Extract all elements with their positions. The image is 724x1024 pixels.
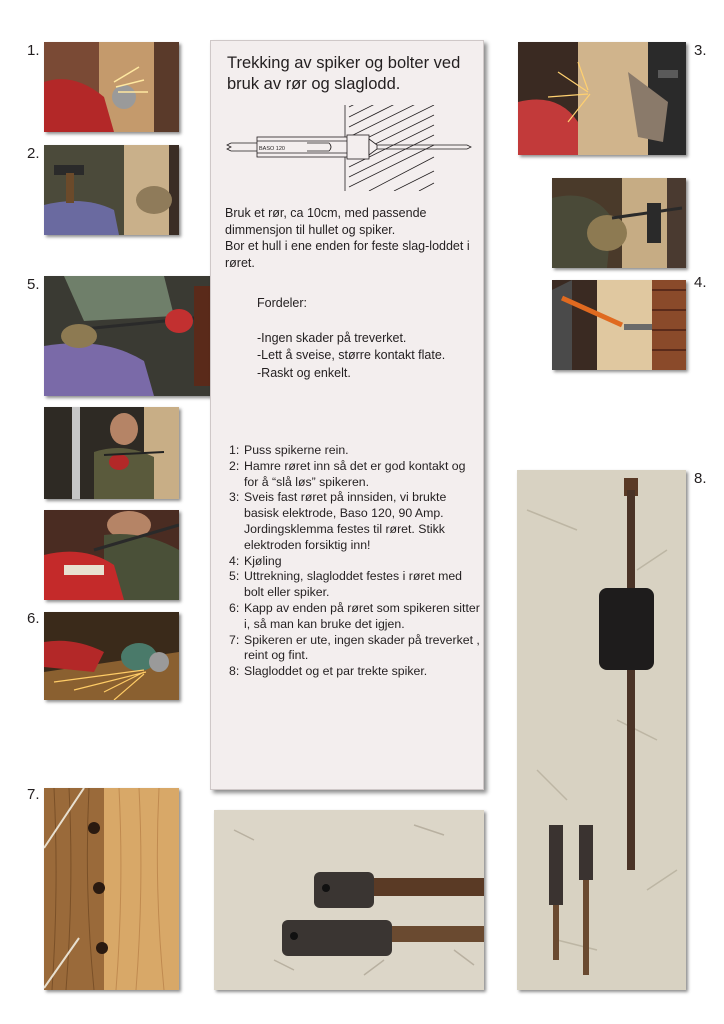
instruction-panel [210, 40, 484, 790]
diagram-label: BASO 120 [259, 146, 285, 152]
step-item [229, 459, 481, 491]
advantages-section [257, 295, 477, 382]
step-number: 3: [229, 490, 240, 505]
label-step-1: 1. [27, 42, 40, 59]
step-item [229, 569, 481, 601]
photo-step-7-clean-wood [44, 788, 179, 990]
advantage-item: -Raskt og enkelt. [257, 365, 351, 380]
step-text: Puss spikerne rein. [244, 443, 349, 457]
step-number: 5: [229, 569, 240, 584]
photo-step-3-welding [518, 42, 686, 155]
step-number: 7: [229, 632, 240, 647]
step-item [229, 554, 481, 570]
intro-paragraph-1: Bruk et rør, ca 10cm, med passende dimmensjon til hullet og spiker. [225, 206, 427, 237]
panel-title: Trekking av spiker og bolter ved bruk av rør og slaglodd. [227, 54, 461, 93]
photo-step-4-cooling [552, 280, 686, 370]
intro-text [225, 205, 475, 271]
label-step-3: 3. [694, 42, 707, 59]
photo-step-6-cutting [44, 612, 179, 700]
label-step-4: 4. [694, 274, 707, 291]
advantages-heading: Fordeler: [257, 296, 308, 310]
label-step-5: 5. [27, 276, 40, 293]
label-step-2: 2. [27, 145, 40, 162]
step-text: Hamre røret inn så det er god kontakt og for å “slå løs” spikeren. [244, 458, 466, 489]
photo-step-5-welding-prep [44, 407, 179, 499]
advantage-item: -Lett å sveise, større kontakt flate. [257, 348, 446, 362]
step-item [229, 490, 481, 553]
step-item [229, 601, 481, 633]
step-text: Uttrekning, slagloddet festes i røret med bolt eller spiker. [244, 569, 463, 600]
step-item [229, 633, 481, 665]
photo-step-5-gloves [44, 510, 179, 600]
photo-step-8-slide-hammer [517, 470, 686, 990]
step-number: 1: [229, 443, 240, 457]
step-text: Slagloddet og et par trekte spiker. [244, 664, 428, 679]
step-text: Sveis fast røret på innsiden, vi brukte basisk elektrode, Baso 120, 90 Amp. Jordingsklemma festes til røret. Stikk elektroden forsiktig inn! [244, 490, 447, 552]
pipe-diagram [219, 105, 475, 191]
step-item [229, 664, 481, 680]
step-text: Kjøling [244, 553, 282, 568]
photo-step-5-extraction [44, 276, 222, 396]
step-text: Spikeren er ute, ingen skader på treverket , reint og fint. [244, 632, 480, 663]
advantage-item: -Ingen skader på treverket. [257, 330, 407, 345]
step-item [229, 443, 481, 459]
photo-step-3-welding-close [552, 178, 686, 268]
step-number: 6: [229, 600, 240, 615]
label-step-6: 6. [27, 610, 40, 627]
photo-tubes [214, 810, 484, 990]
intro-paragraph-2: Bor et hull i ene enden for feste slag-loddet i røret. [225, 239, 470, 270]
step-text: Kapp av enden på røret som spikeren sitter i, så man kan bruke det igjen. [244, 600, 480, 631]
step-number: 2: [229, 458, 240, 473]
photo-step-2-hammering [44, 145, 179, 235]
label-step-7: 7. [27, 786, 40, 803]
steps-list [229, 443, 481, 680]
label-step-8: 8. [694, 470, 707, 487]
photo-step-1-grinding [44, 42, 179, 132]
step-number: 8: [229, 664, 240, 679]
step-number: 4: [229, 553, 240, 568]
